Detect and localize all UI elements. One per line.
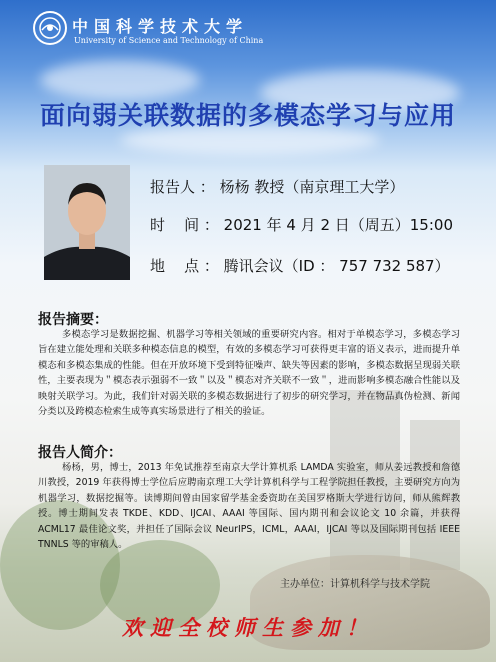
- bio-text: 杨杨，男，博士，2013 年免试推荐至南京大学计算机系 LAMDA 实验室，师从姜远教授和詹德川教授，2019 年获得博士学位后应聘南京理工大学计算机科学与工程学院担任教授，主要研究方向为机器学习，数据挖掘等。读博期间曾由国家留学基金委资助在美国罗格斯大学进行访问，师从熊辉教授。博士期间发表 TKDE、KDD、IJCAI、AAAI 等国际、国内期刊和会议论文 10 余篇，并获得 ACML17 最佳论文奖，并担任了国际会议 NeurIPS，ICML，AAAI，IJCAI 等以及国际期刊包括 IEEE TNNLS 等的审稿人。: [38, 462, 460, 551]
- university-logo-icon: [32, 10, 68, 46]
- university-name-en: University of Science and Technology of China: [74, 36, 264, 45]
- reporter-separator: ：: [199, 178, 215, 196]
- speaker-portrait-icon: [44, 165, 130, 280]
- abstract-text: 多模态学习是数据挖掘、机器学习等相关领域的重要研究内容。相对于单模态学习，多模态学习旨在建立能处理和关联多种模态信息的模型，有效的多模态学习可获得更丰富的语义表示，进而提升单模态和多模态集成的性能。但在开放环境下受到特征噪声、缺失等因素的影响，多模态数据呈现弱关联性，主要表现为＂模态表示强弱不一致＂以及＂模态对齐关联不一致＂，进而影响多模态融合性能以及映射关联学习。为此，我们针对弱关联的多模态数据进行了初步的研究学习，并在物品真伪检测、新闻分类以及跨模态检索生成等真实场景进行了相关的验证。: [38, 329, 460, 418]
- reporter-label: 报告人: [150, 178, 196, 196]
- bio-heading: 报告人简介：: [38, 445, 122, 461]
- time-separator: ：: [203, 216, 219, 234]
- reporter-row: [150, 176, 404, 197]
- place-row: [150, 255, 450, 276]
- page-title: 面向弱关联数据的多模态学习与应用: [39, 101, 456, 130]
- university-name-cn: 中国科学技术大学: [72, 17, 249, 36]
- welcome-slogan: 欢迎全校师生参加！: [122, 615, 374, 640]
- speaker-photo: [44, 165, 130, 280]
- place-label: 地 点: [150, 257, 200, 275]
- host-organizer: 主办单位：计算机科学与技术学院: [280, 579, 430, 590]
- time-label: 时 间: [150, 216, 200, 234]
- reporter-value: 杨杨 教授（南京理工大学）: [219, 178, 405, 196]
- time-value: 2021 年 4 月 2 日（周五）15:00: [223, 216, 453, 234]
- place-value: 腾讯会议（ID ： 757 732 587）: [223, 257, 450, 275]
- abstract-heading: 报告摘要：: [38, 312, 108, 328]
- place-separator: ：: [203, 257, 219, 275]
- time-row: [150, 214, 453, 235]
